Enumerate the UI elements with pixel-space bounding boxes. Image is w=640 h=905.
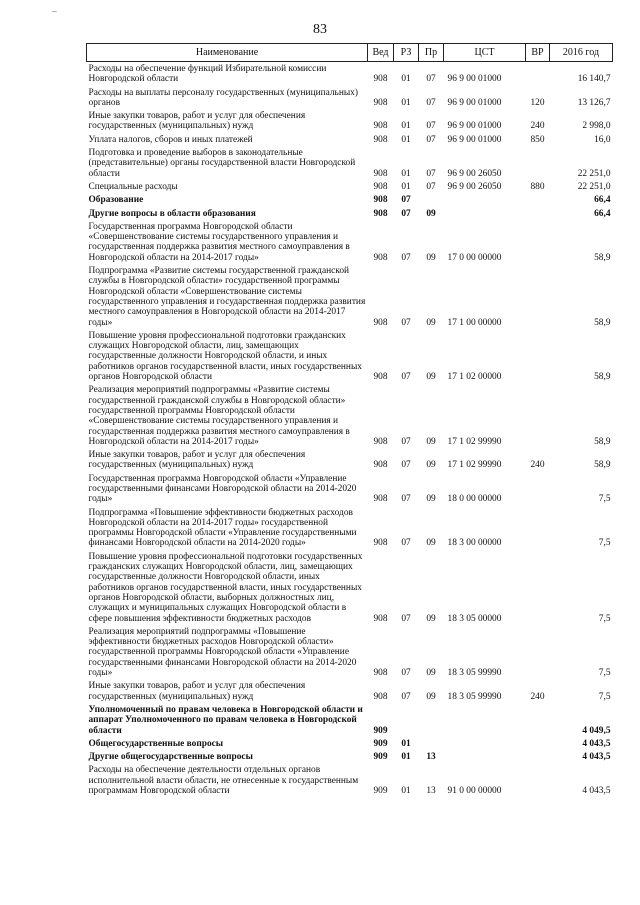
row-cst: 96 9 00 26050 <box>447 168 502 179</box>
table-row <box>87 62 613 86</box>
row-ved: 908 <box>373 134 388 145</box>
table-row <box>87 207 613 220</box>
row-vr <box>526 383 550 448</box>
col-header-rz: РЗ <box>394 44 419 62</box>
table-row <box>87 264 613 329</box>
row-vr <box>526 207 550 220</box>
table-row <box>87 146 613 180</box>
row-amount: 58,9 <box>594 436 611 447</box>
row-amount: 22 251,0 <box>577 168 611 179</box>
table-row <box>87 472 613 506</box>
row-vr <box>526 750 550 763</box>
table-row <box>87 109 613 133</box>
row-pr: 09 <box>426 317 436 328</box>
row-rz: 01 <box>401 74 411 85</box>
row-amount: 66,4 <box>594 195 611 206</box>
row-rz: 07 <box>401 668 411 679</box>
col-header-ved: Вед <box>368 44 394 62</box>
row-vr: 850 <box>530 134 545 145</box>
row-rz: 01 <box>401 168 411 179</box>
row-cst: 18 3 05 99990 <box>447 691 502 702</box>
row-vr: 240 <box>530 691 545 702</box>
row-rz: 01 <box>401 134 411 145</box>
row-ved: 909 <box>373 752 388 763</box>
row-cst: 17 1 02 00000 <box>447 372 502 383</box>
row-name: Повышение уровня профессиональной подготовки гражданских служащих Новгородской области, лиц, замещающих государственные должности Новгородской области, и иных работников органов государственной власти, иных государственных органов Новгородской области <box>88 330 362 383</box>
row-cst <box>444 703 526 737</box>
row-amount: 7,5 <box>598 494 611 505</box>
table-row <box>87 220 613 264</box>
row-vr: 880 <box>530 181 545 192</box>
row-rz: 07 <box>401 436 411 447</box>
row-vr <box>526 550 550 625</box>
row-name: Подготовка и проведение выборов в законодательные (представительные) органы государственной власти Новгородской области <box>88 148 356 179</box>
row-pr: 07 <box>426 121 436 132</box>
row-cst: 18 0 00 00000 <box>447 494 502 505</box>
row-amount: 58,9 <box>594 252 611 263</box>
row-amount: 7,5 <box>598 691 611 702</box>
row-pr: 13 <box>426 752 436 763</box>
row-amount: 4 043,5 <box>582 786 611 796</box>
row-pr: 09 <box>426 613 436 624</box>
row-ved: 908 <box>373 317 388 328</box>
table-row <box>87 703 613 737</box>
row-amount: 66,4 <box>594 208 611 219</box>
row-amount: 16,0 <box>594 134 611 145</box>
row-cst: 18 3 05 00000 <box>447 613 502 624</box>
row-cst: 96 9 00 01000 <box>447 74 502 85</box>
row-ved: 908 <box>373 208 388 219</box>
row-ved: 908 <box>373 668 388 679</box>
table-row <box>87 506 613 550</box>
row-pr: 09 <box>426 372 436 383</box>
row-amount: 58,9 <box>594 317 611 328</box>
row-rz: 07 <box>401 613 411 624</box>
row-name: Общегосударственные вопросы <box>88 738 224 749</box>
row-ved: 909 <box>373 738 388 749</box>
row-name: Специальные расходы <box>88 181 178 192</box>
row-name: Реализация мероприятий подпрограммы «Повышение эффективности бюджетных расходов Новгородской области» государственной программы Новгородской области «Управление государственными финансами Новгородской области на 2014-2020 годы» <box>88 626 357 679</box>
row-pr: 09 <box>426 252 436 263</box>
row-pr: 07 <box>426 74 436 85</box>
row-amount: 58,9 <box>594 460 611 471</box>
row-vr <box>526 625 550 679</box>
row-cst: 96 9 00 01000 <box>447 134 502 145</box>
row-rz <box>394 703 419 737</box>
row-pr: 09 <box>426 691 436 702</box>
row-pr <box>419 193 444 206</box>
row-rz: 01 <box>401 121 411 132</box>
row-pr: 09 <box>426 460 436 471</box>
row-cst: 17 1 02 99990 <box>447 436 502 447</box>
row-pr: 09 <box>426 436 436 447</box>
row-pr: 07 <box>426 181 436 192</box>
row-ved: 908 <box>373 494 388 505</box>
row-vr <box>526 62 550 86</box>
col-header-name: Наименование <box>87 44 368 62</box>
row-rz: 01 <box>401 181 411 192</box>
row-pr: 09 <box>426 668 436 679</box>
header-row <box>87 44 613 62</box>
row-ved: 908 <box>373 252 388 263</box>
row-amount: 4 043,5 <box>582 752 611 763</box>
row-name: Подпрограмма «Развитие системы государственной гражданской службы в Новгородской области» государственной программы Новгородской области «Совершенствование системы государственного управления и государственная поддержка развития местного самоуправления в Новгородской области на 2014-2017 годы» <box>88 266 366 328</box>
row-cst: 96 9 00 01000 <box>447 121 502 132</box>
row-amount: 7,5 <box>598 538 611 549</box>
row-name: Реализация мероприятий подпрограммы «Развитие системы государственной гражданской службы в Новгородской области» государственной программы Новгородской области «Совершенствование системы государственного управления и государственная поддержка развития местного самоуправления в Новгородской области на 2014-2017 годы» <box>88 385 350 447</box>
row-cst: 17 1 02 99990 <box>447 460 502 471</box>
row-rz: 01 <box>401 738 411 749</box>
row-pr: 09 <box>426 538 436 549</box>
page-corner-mark: – <box>52 6 57 16</box>
col-header-pr: Пр <box>419 44 444 62</box>
row-amount: 7,5 <box>598 613 611 624</box>
row-pr: 07 <box>426 97 436 108</box>
row-vr <box>526 193 550 206</box>
table-row <box>87 737 613 750</box>
row-amount: 13 126,7 <box>577 97 611 108</box>
table-row <box>87 383 613 448</box>
row-ved: 908 <box>373 372 388 383</box>
row-cst <box>444 750 526 763</box>
row-cst: 18 3 05 99990 <box>447 668 502 679</box>
row-cst <box>444 207 526 220</box>
row-rz: 07 <box>401 252 411 263</box>
row-ved: 909 <box>373 786 388 796</box>
table-row <box>87 750 613 763</box>
row-rz: 07 <box>401 317 411 328</box>
page-number: 83 <box>313 22 327 37</box>
row-vr <box>526 472 550 506</box>
row-ved: 908 <box>373 74 388 85</box>
row-name: Государственная программа Новгородской области «Совершенствование системы государственного управления и государственная поддержка развития местного самоуправления в Новгородской области на 2014-2017 годы» <box>88 221 350 263</box>
row-pr: 07 <box>426 134 436 145</box>
row-vr <box>526 146 550 180</box>
row-rz: 07 <box>401 372 411 383</box>
row-vr: 120 <box>530 97 545 108</box>
row-vr <box>526 220 550 264</box>
table-row <box>87 679 613 703</box>
row-name: Расходы на обеспечение функций Избирательной комиссии Новгородской области <box>88 64 327 85</box>
row-amount: 4 043,5 <box>582 738 611 749</box>
row-cst: 17 1 00 00000 <box>447 317 502 328</box>
row-rz: 07 <box>401 208 411 219</box>
row-name: Расходы на выплаты персоналу государственных (муниципальных) органов <box>88 87 358 108</box>
row-name: Другие вопросы в области образования <box>88 208 256 219</box>
table-row <box>87 448 613 472</box>
row-name: Иные закупки товаров, работ и услуг для обеспечения государственных (муниципальных) нужд <box>88 111 306 132</box>
table-row <box>87 133 613 146</box>
row-ved: 908 <box>373 168 388 179</box>
row-amount: 16 140,7 <box>577 74 611 85</box>
col-header-year: 2016 год <box>550 44 613 62</box>
row-vr <box>526 763 550 797</box>
row-name: Образование <box>88 195 144 206</box>
table-row <box>87 625 613 679</box>
row-amount: 4 049,5 <box>582 725 611 736</box>
row-ved: 908 <box>373 538 388 549</box>
row-ved: 908 <box>373 195 388 206</box>
row-vr <box>526 264 550 329</box>
row-ved: 908 <box>373 121 388 132</box>
row-name: Расходы на обеспечение деятельности отдельных органов исполнительной власти области, не отнесенные к государственным программам Новгородской области <box>88 765 359 796</box>
row-pr: 13 <box>426 786 436 796</box>
row-rz: 07 <box>401 538 411 549</box>
row-rz: 01 <box>401 752 411 763</box>
row-pr: 09 <box>426 208 436 219</box>
row-cst <box>444 737 526 750</box>
row-rz: 07 <box>401 460 411 471</box>
row-vr <box>526 329 550 383</box>
row-ved: 908 <box>373 436 388 447</box>
row-rz: 07 <box>401 494 411 505</box>
row-ved: 908 <box>373 613 388 624</box>
row-name: Уплата налогов, сборов и иных платежей <box>88 134 253 145</box>
row-vr <box>526 737 550 750</box>
row-ved: 908 <box>373 97 388 108</box>
table-row <box>87 180 613 193</box>
row-pr: 07 <box>426 168 436 179</box>
row-name: Уполномоченный по правам человека в Новгородской области и аппарат Уполномоченного по правам человека в Новгородской области <box>88 704 363 736</box>
row-name: Подпрограмма «Повышение эффективности бюджетных расходов Новгородской области на 2014-2017 годы» государственной программы Новгородской области «Управление государственными финансами Новгородской области на 2014-2020 годы» <box>88 507 357 549</box>
col-header-cst: ЦСТ <box>444 44 526 62</box>
row-amount: 22 251,0 <box>577 181 611 192</box>
row-rz: 01 <box>401 97 411 108</box>
row-vr <box>526 506 550 550</box>
budget-table <box>86 43 613 797</box>
row-cst: 96 9 00 01000 <box>447 97 502 108</box>
row-vr: 240 <box>530 121 545 132</box>
col-header-vr: ВР <box>526 44 550 62</box>
row-vr <box>526 703 550 737</box>
row-rz: 07 <box>401 195 411 206</box>
row-vr: 240 <box>530 460 545 471</box>
table-row <box>87 550 613 625</box>
row-amount: 7,5 <box>598 668 611 679</box>
row-rz: 01 <box>401 786 411 796</box>
row-cst: 18 3 00 00000 <box>447 538 502 549</box>
row-pr <box>419 737 444 750</box>
table-row <box>87 86 613 110</box>
row-name: Государственная программа Новгородской области «Управление государственными финансами Новгородской области на 2014-2020 годы» <box>88 473 357 505</box>
row-ved: 908 <box>373 691 388 702</box>
table-row <box>87 329 613 383</box>
row-ved: 908 <box>373 181 388 192</box>
row-pr <box>419 703 444 737</box>
row-rz: 07 <box>401 691 411 702</box>
row-cst: 91 0 00 00000 <box>447 786 502 796</box>
row-name: Иные закупки товаров, работ и услуг для обеспечения государственных (муниципальных) нужд <box>88 450 306 471</box>
row-ved: 909 <box>373 725 388 736</box>
table-row <box>87 193 613 206</box>
row-name: Иные закупки товаров, работ и услуг для обеспечения государственных (муниципальных) нужд <box>88 681 306 702</box>
row-pr: 09 <box>426 494 436 505</box>
row-amount: 2 998,0 <box>582 121 611 132</box>
row-cst <box>444 193 526 206</box>
row-name: Повышение уровня профессиональной подготовки государственных гражданских служащих Новгородской области, лиц, замещающих государственные должности Новгородской области, иных работников органов государственной власти, иных государственных органов Новгородской области, выборных должностных лиц, служащих и муниципальных служащих Новгородской области в сфере повышения эффективности бюджетных расходов <box>88 551 363 624</box>
table-row <box>87 763 613 797</box>
row-ved: 908 <box>373 460 388 471</box>
row-name: Другие общегосударственные вопросы <box>88 752 253 763</box>
row-amount: 58,9 <box>594 372 611 383</box>
row-cst: 17 0 00 00000 <box>447 252 502 263</box>
row-cst: 96 9 00 26050 <box>447 181 502 192</box>
